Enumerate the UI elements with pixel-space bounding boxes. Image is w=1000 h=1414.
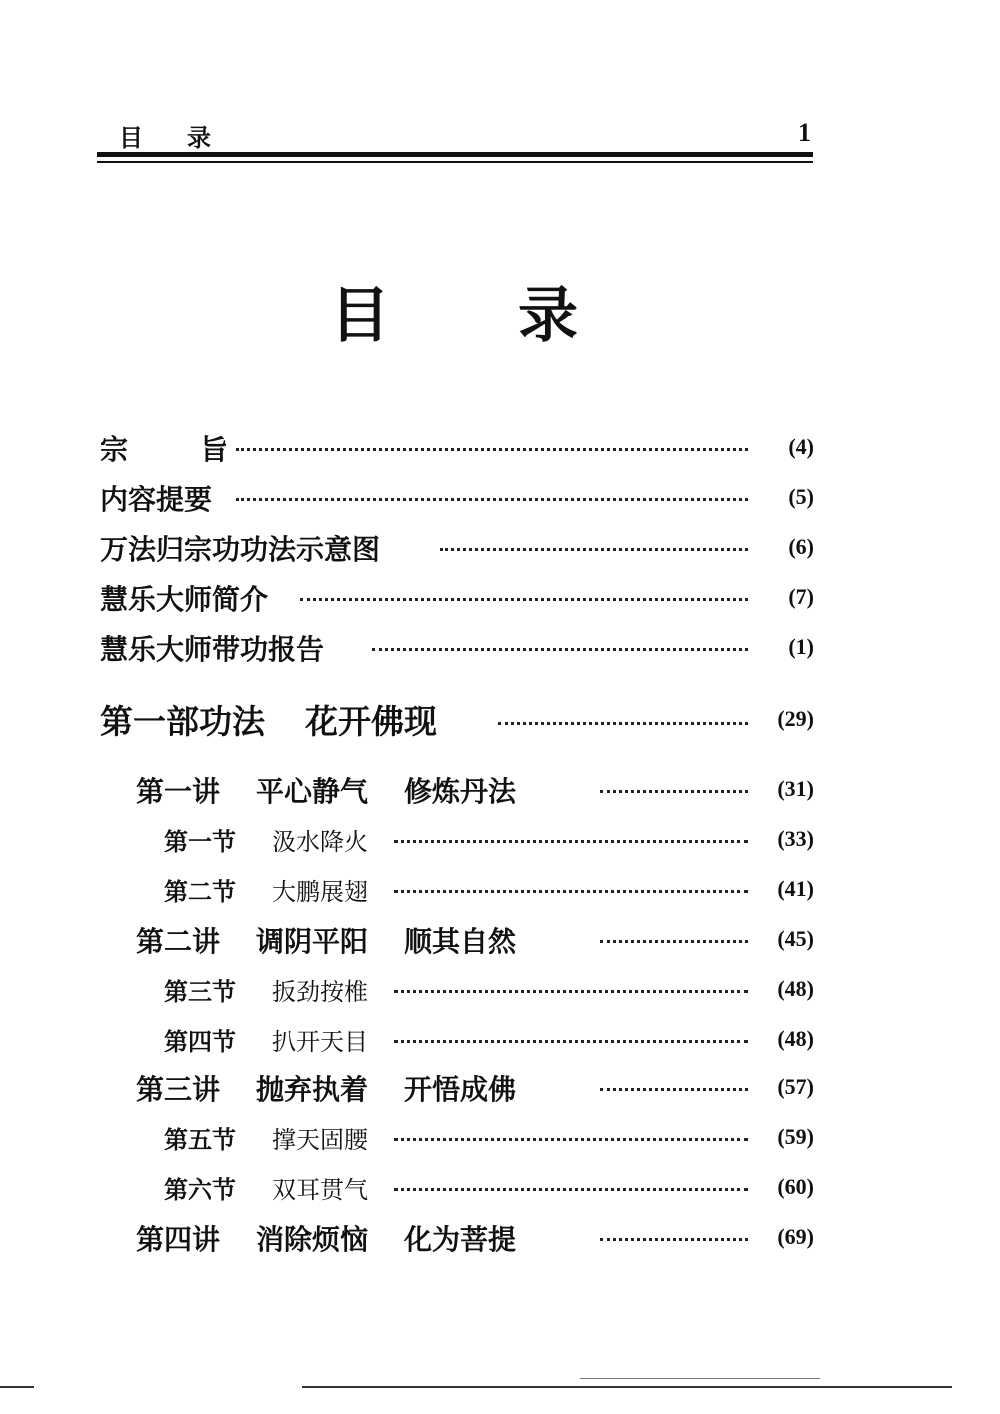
toc-entry-section-five[interactable] — [0, 1118, 1000, 1162]
toc-entry-label: 第一节 汲水降火 — [164, 822, 370, 857]
toc-entry-page: (1) — [788, 634, 814, 659]
toc-entry-purpose[interactable] — [0, 428, 1000, 472]
toc-entry-diagram[interactable] — [0, 528, 1000, 572]
leader-dots — [236, 498, 748, 501]
toc-entry-label: 第一部功法 花开佛现 — [100, 696, 439, 743]
leader-dots — [236, 448, 748, 451]
toc-entry-page: (33) — [777, 826, 814, 851]
toc-entry-section-two[interactable] — [0, 870, 1000, 914]
running-head-title: 目录 — [119, 124, 255, 152]
toc-entry-page: (57) — [777, 1074, 814, 1099]
toc-entry-label: 第四节 扒开天目 — [164, 1022, 370, 1057]
leader-dots — [300, 598, 748, 601]
leader-dots — [394, 990, 748, 993]
toc-entry-label: 第一讲 平心静气 修炼丹法 — [136, 770, 518, 810]
toc-entry-page: (48) — [777, 1026, 814, 1051]
leader-dots — [498, 722, 748, 725]
toc-entry-page: (5) — [788, 484, 814, 509]
toc-entry-lecture-four[interactable] — [0, 1218, 1000, 1262]
toc-entry-label: 慧乐大师简介 — [100, 578, 270, 618]
toc-entry-page: (48) — [777, 976, 814, 1001]
toc-entry-summary[interactable] — [0, 478, 1000, 522]
toc-entry-page: (60) — [777, 1174, 814, 1199]
scan-line-bottom — [302, 1386, 952, 1388]
toc-entry-page: (6) — [788, 534, 814, 559]
toc-entry-page: (45) — [777, 926, 814, 951]
leader-dots — [394, 1040, 748, 1043]
scan-line-left — [0, 1386, 34, 1388]
toc-entry-lecture-three[interactable] — [0, 1068, 1000, 1112]
toc-entry-label: 内容提要 — [100, 478, 214, 518]
toc-entry-page: (7) — [788, 584, 814, 609]
toc-entry-label: 第四讲 消除烦恼 化为菩提 — [136, 1218, 518, 1258]
toc-entry-page: (41) — [777, 876, 814, 901]
page-title: 目录 — [330, 281, 706, 351]
toc-entry-page: (29) — [777, 706, 814, 731]
running-head-page-number: 1 — [798, 118, 811, 147]
toc-entry-label: 万法归宗功功法示意图 — [100, 528, 382, 568]
leader-dots — [600, 1088, 748, 1091]
toc-entry-section-six[interactable] — [0, 1168, 1000, 1212]
toc-entry-master-report[interactable] — [0, 628, 1000, 672]
leader-dots — [394, 1188, 748, 1191]
scan-line-faint — [580, 1378, 820, 1379]
leader-dots — [600, 790, 748, 793]
leader-dots — [394, 890, 748, 893]
toc-entry-label: 第三节 扳劲按椎 — [164, 972, 370, 1007]
toc-entry-section-one[interactable] — [0, 820, 1000, 864]
leader-dots — [600, 940, 748, 943]
toc-entry-label: 第二讲 调阴平阳 顺其自然 — [136, 920, 518, 960]
running-head — [97, 118, 813, 152]
leader-dots — [372, 648, 748, 651]
toc-entry-page: (31) — [777, 776, 814, 801]
toc-entry-page: (69) — [777, 1224, 814, 1249]
toc-entry-label: 第三讲 抛弃执着 开悟成佛 — [136, 1068, 518, 1108]
header-rule-thin — [97, 161, 813, 163]
toc-entry-lecture-one[interactable] — [0, 770, 1000, 814]
header-rule-thick — [97, 152, 813, 157]
leader-dots — [394, 840, 748, 843]
toc-entry-label: 慧乐大师带功报告 — [100, 628, 326, 668]
toc-entry-part-one[interactable] — [0, 700, 1000, 744]
toc-entry-label: 第六节 双耳贯气 — [164, 1170, 370, 1205]
leader-dots — [394, 1138, 748, 1141]
toc-entry-section-three[interactable] — [0, 970, 1000, 1014]
leader-dots — [600, 1238, 748, 1241]
toc-entry-label: 第五节 撑天固腰 — [164, 1120, 370, 1155]
toc-entry-page: (4) — [788, 434, 814, 459]
toc-entry-label: 第二节 大鹏展翅 — [164, 872, 370, 907]
toc-entry-section-four[interactable] — [0, 1020, 1000, 1064]
toc-entry-page: (59) — [777, 1124, 814, 1149]
leader-dots — [440, 548, 748, 551]
toc-entry-lecture-two[interactable] — [0, 920, 1000, 964]
toc-entry-master-intro[interactable] — [0, 578, 1000, 622]
toc-entry-label: 宗 旨 — [100, 428, 230, 468]
